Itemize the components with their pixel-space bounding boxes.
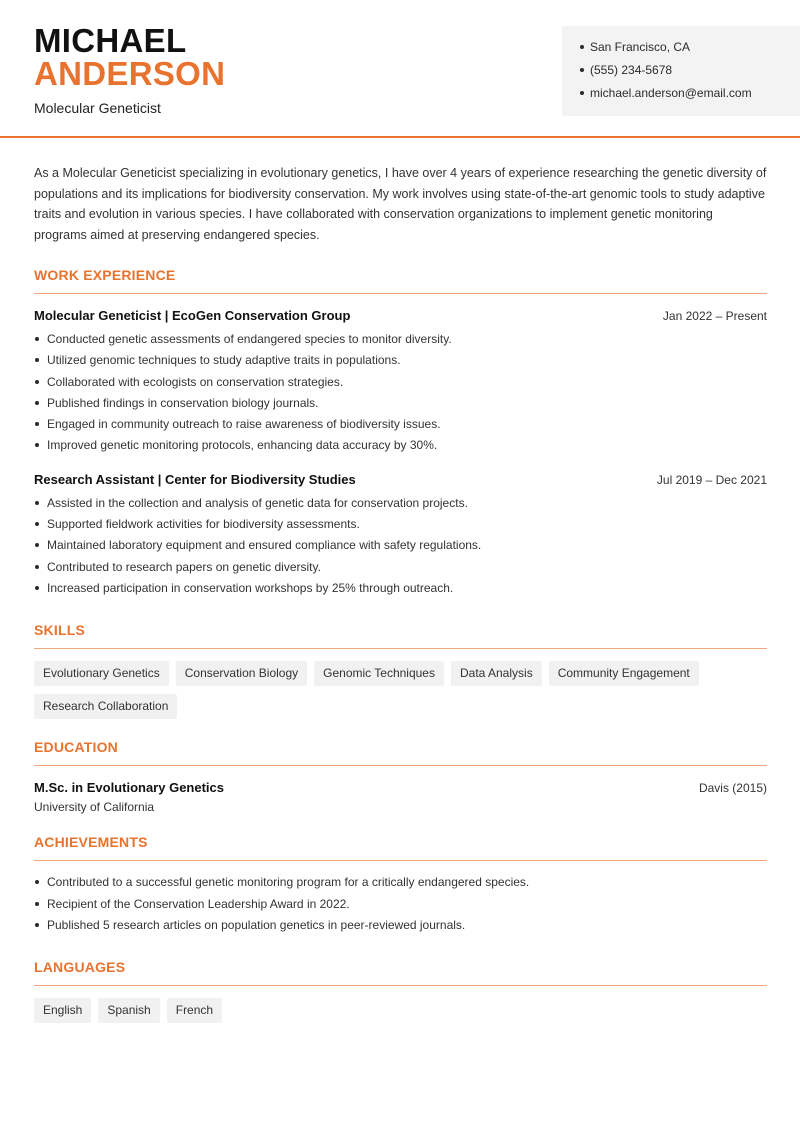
achievements-list [34, 875, 767, 939]
list-item [34, 918, 767, 939]
contact-location [580, 40, 752, 63]
education-section [34, 739, 767, 814]
bullet-icon [580, 68, 584, 72]
education-location: Davis (2015) [698, 781, 767, 796]
skill-tag: Genomic Techniques [314, 661, 444, 686]
first-name: MICHAEL [34, 22, 187, 59]
list-item-text: Contributed to a successful genetic monitoring program for a critically endangered species. [47, 875, 530, 890]
list-item [34, 875, 767, 896]
bullet-icon [35, 902, 39, 906]
list-item [34, 417, 767, 438]
skills-tags [34, 661, 767, 719]
bullet-icon [35, 923, 39, 927]
work-experience-section [34, 267, 767, 602]
section-title-education: EDUCATION [34, 739, 767, 766]
bullet-icon [35, 337, 39, 341]
list-item-text: Published findings in conservation biology journals. [47, 395, 319, 410]
list-item-text: Collaborated with ecologists on conservation strategies. [47, 374, 344, 389]
list-item [34, 396, 767, 417]
section-title-skills: SKILLS [34, 622, 767, 649]
bullet-icon [580, 45, 584, 49]
list-item [34, 332, 767, 353]
contact-phone [580, 63, 752, 86]
list-item [34, 581, 767, 602]
list-item-text: Supported fieldwork activities for biodiversity assessments. [47, 517, 360, 532]
bullet-icon [35, 565, 39, 569]
job-header [34, 308, 767, 326]
bullet-icon [580, 91, 584, 95]
resume-header [0, 0, 800, 138]
list-item [34, 560, 767, 581]
list-item-text: Published 5 research articles on population genetics in peer-reviewed journals. [47, 917, 466, 932]
job-role: Research Assistant | Center for Biodiversity Studies [34, 471, 356, 487]
contact-email [580, 86, 752, 109]
job-entry [34, 308, 767, 460]
list-item-text: Engaged in community outreach to raise awareness of biodiversity issues. [47, 417, 441, 432]
job-bullets [34, 496, 767, 602]
skill-tag: Research Collaboration [34, 694, 177, 719]
list-item-text: Maintained laboratory equipment and ensured compliance with safety regulations. [47, 538, 482, 553]
skill-tag: Evolutionary Genetics [34, 661, 169, 686]
list-item [34, 353, 767, 374]
contact-phone-text: (555) 234-5678 [590, 63, 673, 77]
bullet-icon [35, 422, 39, 426]
bullet-icon [35, 380, 39, 384]
list-item-text: Recipient of the Conservation Leadership Award in 2022. [47, 896, 350, 911]
skill-tag: Conservation Biology [176, 661, 307, 686]
bullet-icon [35, 586, 39, 590]
section-title-work: WORK EXPERIENCE [34, 267, 767, 294]
education-degree: M.Sc. in Evolutionary Genetics [34, 780, 224, 796]
list-item [34, 538, 767, 559]
section-title-languages: LANGUAGES [34, 959, 767, 986]
skills-section [34, 622, 767, 719]
languages-tags [34, 998, 767, 1023]
bullet-icon [35, 880, 39, 884]
list-item-text: Increased participation in conservation workshops by 25% through outreach. [47, 580, 454, 595]
job-header [34, 472, 767, 490]
contact-list [580, 40, 752, 109]
contact-location-text: San Francisco, CA [590, 40, 691, 54]
list-item [34, 517, 767, 538]
list-item [34, 375, 767, 396]
achievements-section [34, 834, 767, 939]
bullet-icon [35, 358, 39, 362]
last-name: ANDERSON [34, 55, 226, 92]
job-date: Jul 2019 – Dec 2021 [656, 472, 767, 487]
job-bullets [34, 332, 767, 460]
contact-box [562, 26, 800, 116]
list-item-text: Assisted in the collection and analysis of genetic data for conservation projects. [47, 495, 468, 510]
list-item-text: Contributed to research papers on genetic diversity. [47, 559, 321, 574]
languages-section [34, 959, 767, 1023]
summary: As a Molecular Geneticist specializing in evolutionary genetics, I have over 4 years of experience researching the genetic diversity of populations and its implications for biodiversity conservation. My work involves using state-of-the-art genomic tools to study adaptive traits and evolution in various species. I have collaborated with conservation organizations to implement genetic monitoring programs aimed at preserving endangered species. [34, 166, 767, 242]
language-tag: French [167, 998, 222, 1023]
resume-content [34, 163, 767, 1023]
bullet-icon [35, 543, 39, 547]
contact-email-text: michael.anderson@email.com [590, 86, 752, 100]
list-item [34, 438, 767, 459]
list-item-text: Improved genetic monitoring protocols, enhancing data accuracy by 30%. [47, 438, 438, 453]
education-header [34, 780, 767, 798]
skill-tag: Data Analysis [451, 661, 542, 686]
skill-tag: Community Engagement [549, 661, 699, 686]
section-title-achievements: ACHIEVEMENTS [34, 834, 767, 861]
list-item [34, 496, 767, 517]
job-title: Molecular Geneticist [34, 100, 161, 116]
bullet-icon [35, 443, 39, 447]
job-entry [34, 472, 767, 602]
job-date: Jan 2022 – Present [662, 309, 767, 323]
list-item [34, 897, 767, 918]
bullet-icon [35, 501, 39, 505]
education-school: University of California [34, 800, 155, 815]
list-item-text: Utilized genomic techniques to study adaptive traits in populations. [47, 353, 401, 368]
list-item-text: Conducted genetic assessments of endangered species to monitor diversity. [47, 332, 452, 346]
bullet-icon [35, 401, 39, 405]
bullet-icon [35, 522, 39, 526]
job-role: Molecular Geneticist | EcoGen Conservation Group [34, 308, 351, 323]
language-tag: English [34, 998, 91, 1023]
language-tag: Spanish [98, 998, 159, 1023]
